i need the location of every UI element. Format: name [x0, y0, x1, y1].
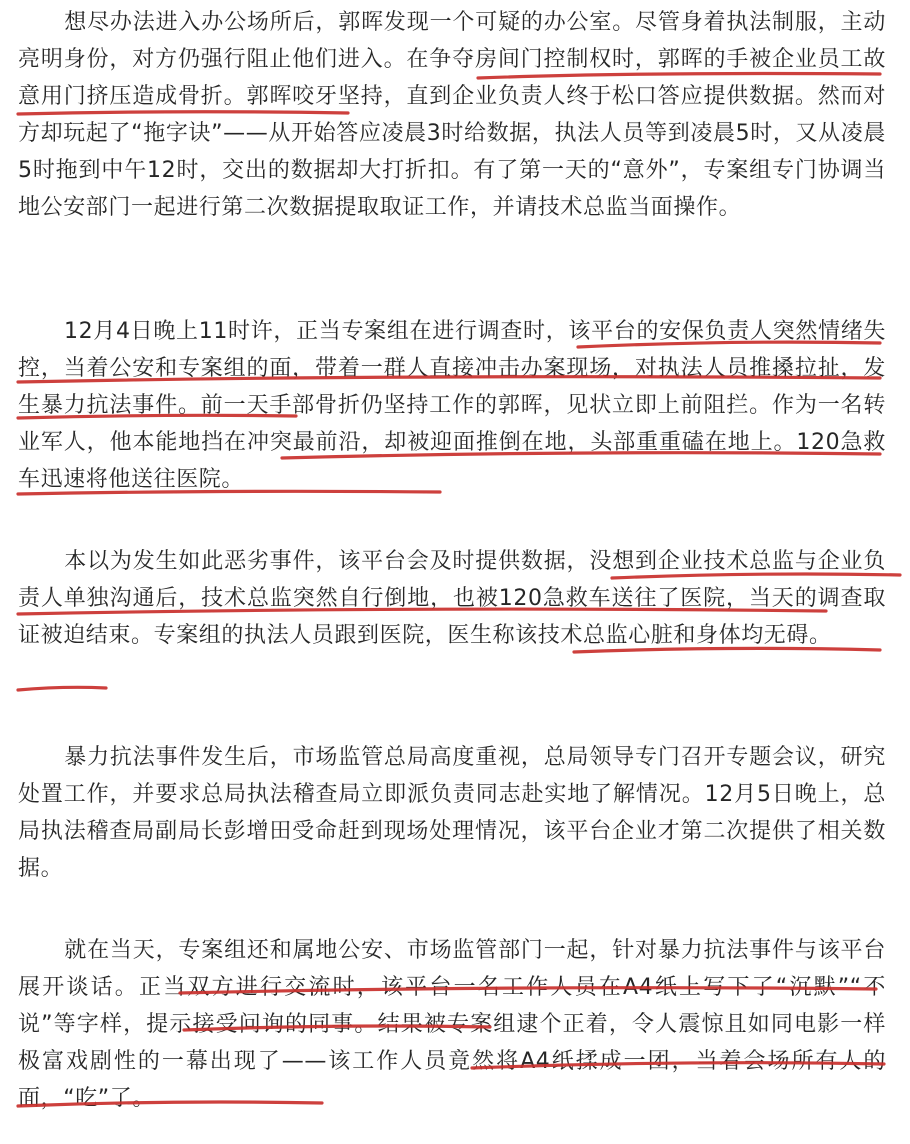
red-underline-mark [18, 687, 106, 690]
paragraph-text: 就在当天，专案组还和属地公安、市场监管部门一起，针对暴力抗法事件与该平台展开谈话。正当双方进行交流时，该平台一名工作人员在A4纸上写下了“沉默”“不说”等字样，提示接受问询的同事。结果被专案组逮个正着，令人震惊且如同电影一样极富戏剧性的一幕出现了——该工作人员竟然将A4纸揉成一团，当着会场所有人的面，“吃”了。 [18, 938, 886, 1111]
article-paragraph [18, 313, 886, 498]
paragraph-text: 想尽办法进入办公场所后，郭晖发现一个可疑的办公室。尽管身着执法制服，主动亮明身份，对方仍强行阻止他们进入。在争夺房间门控制权时，郭晖的手被企业员工故意用门挤压造成骨折。郭晖咬牙坚持，直到企业负责人终于松口答应提供数据。然而对方却玩起了“拖字诀”——从开始答应凌晨3时给数据，执法人员等到凌晨5时，又从凌晨5时拖到中午12时，交出的数据却大打折扣。有了第一天的“意外”，专案组专门协调当地公安部门一起进行第二次数据提取取证工作，并请技术总监当面操作。 [18, 10, 886, 220]
article-paragraph [18, 739, 886, 887]
paragraph-text: 本以为发生如此恶劣事件，该平台会及时提供数据，没想到企业技术总监与企业负责人单独沟通后，技术总监突然自行倒地，也被120急救车送往了医院，当天的调查取证被迫结束。专案组的执法人员跟到医院，医生称该技术总监心脏和身体均无碍。 [18, 549, 886, 648]
paragraph-text: 暴力抗法事件发生后，市场监管总局高度重视，总局领导专门召开专题会议，研究处置工作，并要求总局执法稽查局立即派负责同志赴实地了解情况。12月5日晚上，总局执法稽查局副局长彭增田受命赶到现场处理情况，该平台企业才第二次提供了相关数据。 [18, 745, 886, 881]
article-paragraph [18, 932, 886, 1117]
article-paragraph [18, 543, 886, 654]
paragraph-text: 12月4日晚上11时许，正当专案组在进行调查时，该平台的安保负责人突然情绪失控，当着公安和专案组的面，带着一群人直接冲击办案现场，对执法人员推搡拉扯，发生暴力抗法事件。前一天手部骨折仍坚持工作的郭晖，见状立即上前阻拦。作为一名转业军人，他本能地挡在冲突最前沿，却被迎面推倒在地，头部重重磕在地上。120急救车迅速将他送往医院。 [18, 319, 886, 492]
article-paragraph [18, 4, 886, 226]
